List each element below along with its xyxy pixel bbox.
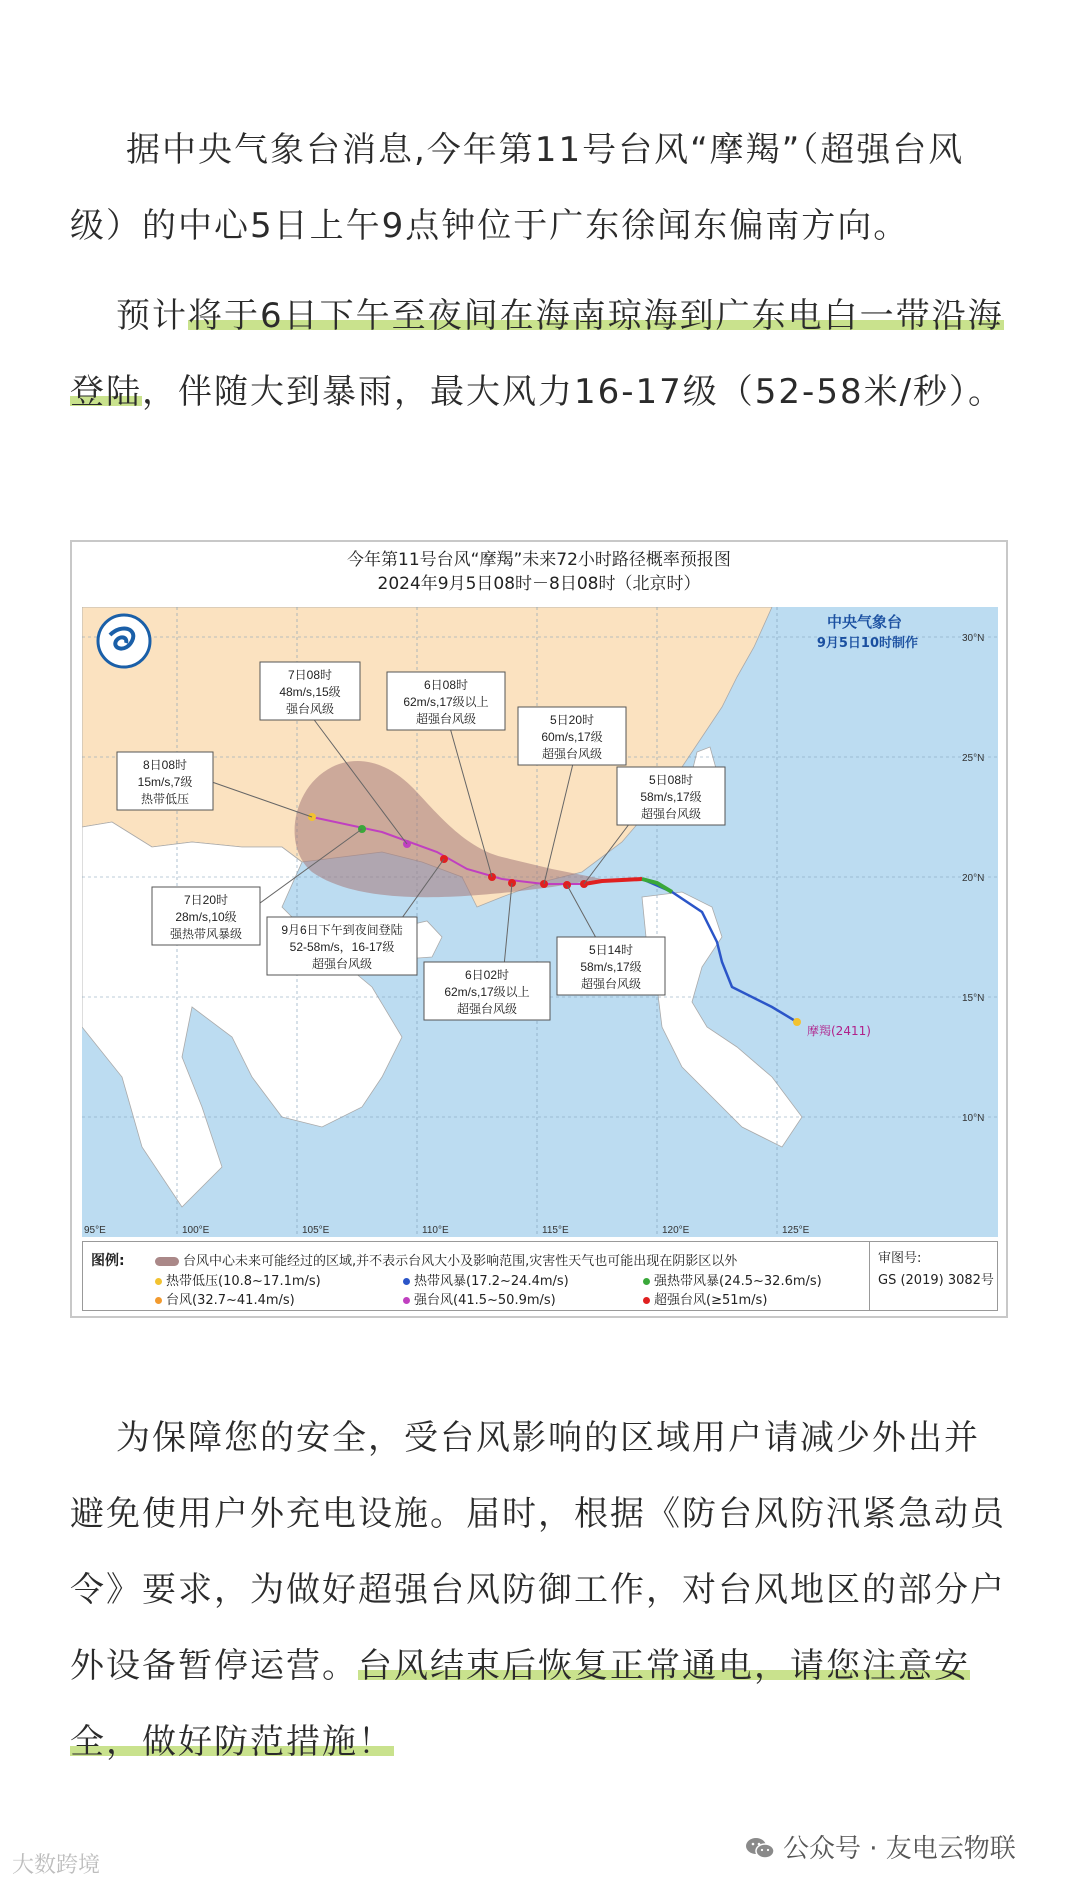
callout-1-wind: 62m/s,17级以上 bbox=[403, 695, 489, 709]
legend-item-sts bbox=[643, 1270, 822, 1289]
map-legend bbox=[82, 1241, 998, 1311]
lat-label-25: 25°N bbox=[962, 753, 985, 764]
callout-4-time: 5日08时 bbox=[648, 773, 694, 787]
legend-item-ts-label: 热带风暴(17.2~24.4m/s) bbox=[414, 1274, 569, 1289]
lon-label-95: 95°E bbox=[84, 1225, 106, 1236]
lat-label-20: 20°N bbox=[962, 873, 985, 884]
sts-dot-icon bbox=[643, 1278, 650, 1285]
callout-3-grade: 热带低压 bbox=[140, 792, 190, 806]
callout-3-wind: 15m/s,7级 bbox=[137, 775, 193, 789]
forecast-text-start: 预计 bbox=[116, 296, 188, 336]
callout-6-wind: 52-58m/s，16-17级 bbox=[289, 940, 395, 954]
wechat-icon bbox=[745, 1836, 775, 1860]
callout-2-grade: 超强台风级 bbox=[541, 747, 603, 761]
notice-paragraph bbox=[70, 1400, 1010, 1780]
legend-item-superty bbox=[643, 1289, 767, 1308]
map-title-line2: 2024年9月5日08时－8日08时（北京时） bbox=[377, 574, 701, 594]
made-at-label: 9月5日10时制作 bbox=[816, 636, 918, 651]
map-approval bbox=[869, 1242, 994, 1310]
superty-dot-icon bbox=[643, 1297, 650, 1304]
notice-text-start: 为保障您的安全，受台风影响的区域用户请减少外出并避免使用户外充电设施。届时，根据《防台风防汛紧急动员令》要求，为做好超强台风防御工作，对台风地区的部分户外设备暂停运营。 bbox=[70, 1418, 1006, 1686]
legend-note bbox=[155, 1250, 737, 1269]
legend-item-ty bbox=[155, 1289, 295, 1308]
callout-2-wind: 60m/s,17级 bbox=[541, 730, 603, 744]
callout-8-wind: 58m/s,17级 bbox=[580, 960, 642, 974]
lon-label-100: 100°E bbox=[182, 1225, 210, 1236]
callout-4-wind: 58m/s,17级 bbox=[640, 790, 702, 804]
callout-5-time: 7日20时 bbox=[183, 893, 229, 907]
approval-title: 审图号: bbox=[878, 1251, 922, 1266]
callout-6-grade: 超强台风级 bbox=[311, 957, 373, 971]
callout-2-time: 5日20时 bbox=[549, 713, 595, 727]
legend-item-ty-label: 台风(32.7~41.4m/s) bbox=[166, 1293, 295, 1308]
callout-8-time: 5日14时 bbox=[588, 943, 634, 957]
map-graphic bbox=[82, 607, 998, 1237]
ts-dot-icon bbox=[403, 1278, 410, 1285]
notice-highlight: 台风结束后恢复正常通电，请您注意安全，做好防范措施！ bbox=[70, 1646, 970, 1762]
callout-0-wind: 48m/s,15级 bbox=[279, 685, 341, 699]
cone-swatch-icon bbox=[155, 1257, 179, 1266]
callout-3-time: 8日08时 bbox=[142, 758, 188, 772]
td-dot-icon bbox=[155, 1278, 162, 1285]
callout-1-time: 6日08时 bbox=[423, 678, 469, 692]
map-title bbox=[72, 548, 1006, 596]
callout-5-grade: 强热带风暴级 bbox=[169, 927, 243, 941]
map-title-line1: 今年第11号台风“摩羯”未来72小时路径概率预报图 bbox=[347, 550, 731, 570]
lat-label-30: 30°N bbox=[962, 633, 985, 644]
callout-8-grade: 超强台风级 bbox=[580, 977, 642, 991]
callout-5-wind: 28m/s,10级 bbox=[175, 910, 237, 924]
lat-label-15: 15°N bbox=[962, 993, 985, 1004]
legend-note-text: 台风中心未来可能经过的区域,并不表示台风大小及影响范围,灾害性天气也可能出现在阴影区以外 bbox=[183, 1254, 738, 1269]
legend-item-superty-label: 超强台风(≥51m/s) bbox=[654, 1293, 768, 1308]
callout-7-wind: 62m/s,17级以上 bbox=[444, 985, 530, 999]
legend-item-sty-label: 强台风(41.5~50.9m/s) bbox=[414, 1293, 556, 1308]
agency-label: 中央气象台 bbox=[826, 613, 902, 631]
legend-item-ts bbox=[403, 1270, 569, 1289]
approval-code: GS (2019) 3082号 bbox=[878, 1273, 994, 1288]
lon-label-125: 125°E bbox=[782, 1225, 810, 1236]
callout-4-grade: 超强台风级 bbox=[640, 807, 702, 821]
cma-logo bbox=[98, 615, 150, 667]
typhoon-name-label: 摩羯(2411) bbox=[807, 1024, 871, 1038]
forecast-paragraph bbox=[70, 278, 1010, 430]
legend-item-sty bbox=[403, 1289, 556, 1308]
callout-0-time: 7日08时 bbox=[287, 668, 333, 682]
legend-title: 图例: bbox=[91, 1253, 125, 1269]
typhoon-track-map bbox=[70, 540, 1008, 1318]
wechat-account-text: 公众号 · 友电云物联 bbox=[783, 1834, 1016, 1864]
lon-label-105: 105°E bbox=[302, 1225, 330, 1236]
legend-item-sts-label: 强热带风暴(24.5~32.6m/s) bbox=[654, 1274, 822, 1289]
legend-item-td bbox=[155, 1270, 321, 1289]
callout-7-time: 6日02时 bbox=[464, 968, 510, 982]
callout-7-grade: 超强台风级 bbox=[456, 1002, 518, 1016]
callout-6-time: 9月6日下午到夜间登陆 bbox=[281, 923, 403, 937]
lon-label-110: 110°E bbox=[422, 1225, 449, 1236]
lon-label-120: 120°E bbox=[662, 1225, 690, 1236]
watermark: 大数跨境 bbox=[12, 1853, 101, 1878]
wechat-account-label bbox=[745, 1828, 1016, 1865]
forecast-highlight: 将于6日下午至夜间在海南琼海到广东电白一带沿海登陆 bbox=[70, 296, 1004, 412]
lon-label-115: 115°E bbox=[542, 1225, 569, 1236]
ty-dot-icon bbox=[155, 1297, 162, 1304]
callout-1-grade: 超强台风级 bbox=[415, 712, 477, 726]
lat-label-10: 10°N bbox=[962, 1113, 985, 1124]
callout-0-grade: 强台风级 bbox=[285, 702, 335, 716]
forecast-text-end: ，伴随大到暴雨，最大风力16-17级（52-58米/秒）。 bbox=[142, 372, 1005, 412]
legend-item-td-label: 热带低压(10.8~17.1m/s) bbox=[166, 1274, 321, 1289]
sty-dot-icon bbox=[403, 1297, 410, 1304]
intro-paragraph: 据中央气象台消息,今年第11号台风“摩羯”（超强台风级）的中心5日上午9点钟位于广东徐闻东偏南方向。 bbox=[70, 130, 965, 246]
